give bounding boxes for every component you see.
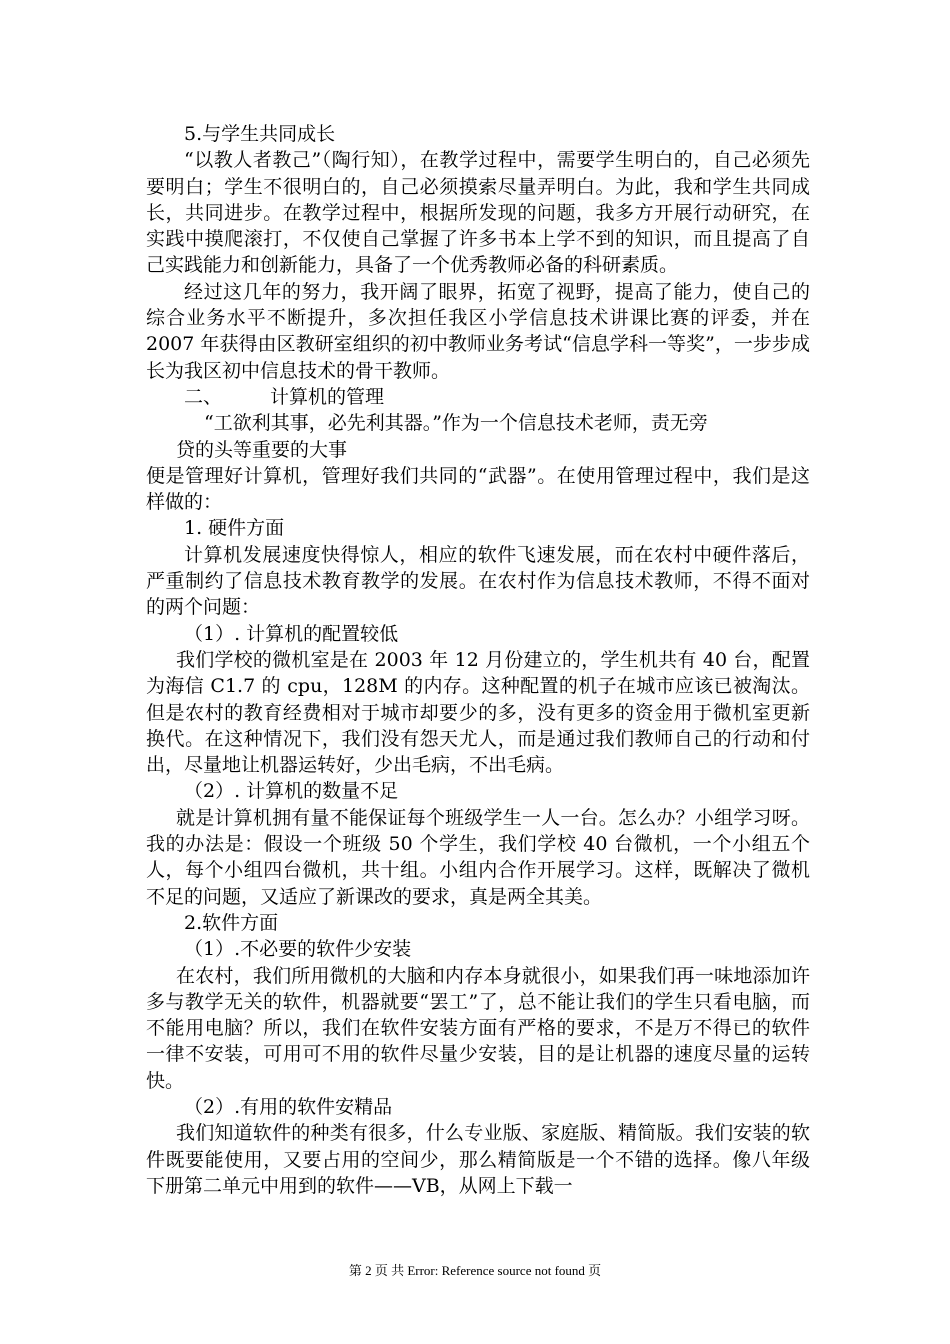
paragraph-group-learning: 就是计算机拥有量不能保证每个班级学生一人一台。怎么办？小组学习呀。我的办法是：假设一个班级 50 个学生，我们学校 40 台微机，一个小组五个人，每个小组四台微机，共十组。小组内合作开展学习。这样，既解决了微机不足的问题，又适应了新课改的要求，真是两全其美。 xyxy=(146,806,810,908)
paragraph-tools-quote: “工欲利其事，必先利其器。”作为一个信息技术老师，责无旁 xyxy=(204,412,708,435)
subheading-hardware: 1. 硬件方面 xyxy=(184,517,285,540)
subheading-install-quality-software: （2）.有用的软件安精品 xyxy=(184,1095,393,1118)
paragraph-teach-yourself: “以教人者教己”（陶行知），在教学过程中，需要学生明白的，自己必须先要明白；学生不很明白的，自己必须摸索尽量弄明白。为此，我和学生共同成长，共同进步。在教学过程中，根据所发现的问题，我多方开展行动研究，在实践中摸爬滚打，不仅使自己掌握了许多书本上学不到的知识，而且提高了自己实践能力和创新能力，具备了一个优秀教师必备的科研素质。 xyxy=(146,149,810,277)
paragraph-manage-computers: 便是管理好计算机，管理好我们共同的“武器”。在使用管理过程中，我们是这样做的： xyxy=(146,464,810,514)
page-footer: 第 2 页 共 Error: Reference source not found 页 xyxy=(348,1263,602,1278)
paragraph-install-less-software: 在农村，我们所用微机的大脑和内存本身就很小，如果我们再一味地添加许多与教学无关的软件，机器就要“罢工”了，总不能让我们的学生只看电脑，而不能用电脑？所以，我们在软件安装方面有严格的要求，不是万不得已的软件一律不安装，可用可不用的软件尽量少安装，目的是让机器的速度尽量的运转快。 xyxy=(146,964,810,1092)
paragraph-achievements: 经过这几年的努力，我开阔了眼界，拓宽了视野，提高了能力，使自己的综合业务水平不断提升，多次担任我区小学信息技术讲课比赛的评委，并在 2007 年获得由区教研室组织的初中教师业务考试“信息学科一等奖”，一步步成长为我区初中信息技术的骨干教师。 xyxy=(146,280,810,382)
paragraph-low-configuration: 我们学校的微机室是在 2003 年 12 月份建立的，学生机共有 40 台，配置为海信 C1.7 的 cpu，128M 的内存。这种配置的机子在城市应该已被淘汰。但是农村的教育经费相对于城市却要少的多，没有更多的资金用于微机室更新换代。在这种情况下，我们没有怨天尤人，而是通过我们教师自己的行动和付出，尽量地让机器运转好，少出毛病，不出毛病。 xyxy=(146,648,810,777)
section-heading-grow-with-students: 5.与学生共同成长 xyxy=(184,123,336,145)
subheading-low-configuration: （1）. 计算机的配置较低 xyxy=(184,622,399,645)
document-body xyxy=(146,121,810,1199)
subheading-software: 2.软件方面 xyxy=(184,911,279,934)
subheading-install-less-software: （1）.不必要的软件少安装 xyxy=(184,938,412,961)
subheading-insufficient-quantity: （2）. 计算机的数量不足 xyxy=(184,780,399,803)
paragraph-tools-quote-continued: 贷的头等重要的大事 xyxy=(176,438,348,461)
paragraph-lite-versions: 我们知道软件的种类有很多，什么专业版、家庭版、精简版。我们安装的软件既要能使用，又要占用的空间少，那么精简版是一个不错的选择。像八年级下册第二单元中用到的软件——VB，从网上下载一 xyxy=(146,1122,810,1197)
heading-text: 计算机的管理 xyxy=(270,385,385,408)
section-heading-computer-management xyxy=(146,384,810,410)
paragraph-hardware-intro: 计算机发展速度快得惊人，相应的软件飞速发展，而在农村中硬件落后，严重制约了信息技术教育教学的发展。在农村作为信息技术教师，不得不面对的两个问题： xyxy=(146,543,810,619)
heading-number: 二、 xyxy=(184,385,223,408)
